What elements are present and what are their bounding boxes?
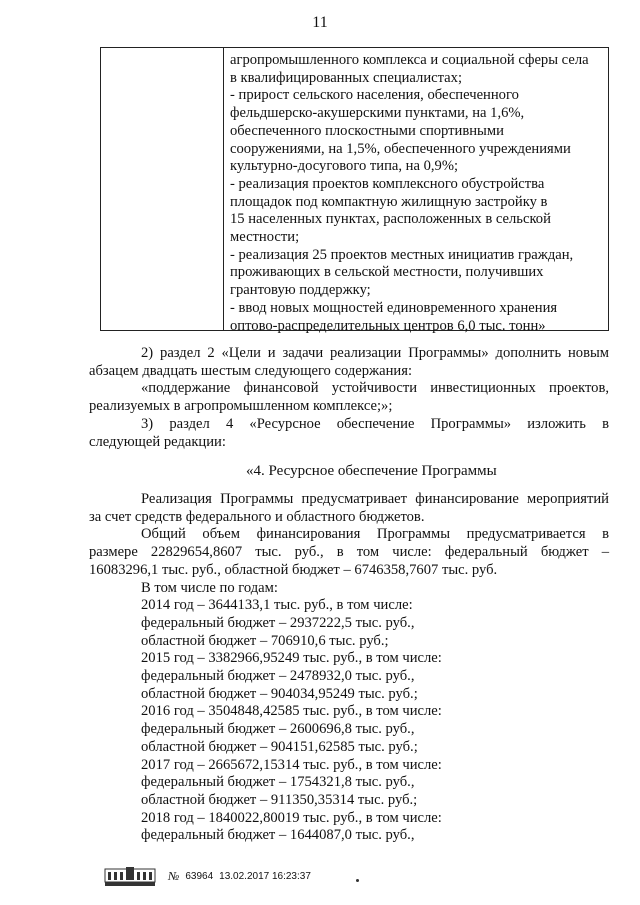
table-line: - реализация 25 проектов местных инициатив граждан, (230, 246, 574, 263)
funding-line: Реализация Программы предусматривает финансирование мероприятий (141, 491, 609, 507)
funding-line: размере 22829654,8607 тыс. руб., в том числе: федеральный бюджет – (89, 544, 609, 561)
document-datetime: 13.02.2017 16:23:37 (219, 870, 311, 882)
government-building-logo-icon (104, 865, 156, 887)
funding-line: областной бюджет – 706910,6 тыс. руб.; (141, 632, 389, 649)
funding-line: федеральный бюджет – 2937222,5 тыс. руб., (141, 614, 415, 631)
funding-line: 2016 год – 3504848,42585 тыс. руб., в том числе: (141, 703, 442, 720)
amendment-line: реализуемых в агропромышленном комплексе;»; (89, 398, 393, 415)
page-number: 11 (312, 14, 328, 31)
scan-dot (356, 879, 359, 882)
table-line: культурно-досугового типа, на 0,9%; (230, 158, 459, 175)
funding-block (89, 491, 609, 845)
funding-line: 2015 год – 3382966,95249 тыс. руб., в том числе: (141, 650, 442, 667)
table-line: в квалифицированных специалистах; (230, 69, 462, 86)
funding-line: 2017 год – 2665672,15314 тыс. руб., в том числе: (141, 756, 442, 773)
table-line: грантовую поддержку; (230, 282, 371, 299)
amendment-line: абзацем двадцать шестым следующего содержания: (89, 362, 413, 379)
funding-line: 16083296,1 тыс. руб., областной бюджет – 6746358,7607 тыс. руб. (89, 561, 498, 578)
table-line: оптово-распределительных центров 6,0 тыс. тонн» (230, 317, 546, 334)
table-line: - ввод новых мощностей единовременного хранения (230, 299, 558, 316)
amendments-block (89, 345, 609, 451)
amendment-line: 2) раздел 2 «Цели и задачи реализации Программы» дополнить новым (141, 345, 609, 361)
document-number: 63964 (185, 870, 214, 882)
table-left-cell (101, 48, 224, 330)
table-right-cell (224, 48, 608, 334)
section-title: «4. Ресурсное обеспечение Программы (246, 463, 497, 479)
table-line: сооружениями, на 1,5%, обеспеченного учреждениями (230, 140, 571, 157)
funding-line: федеральный бюджет – 1644087,0 тыс. руб., (141, 827, 415, 844)
table-line: площадок под компактную жилищную застройку в (230, 193, 548, 210)
funding-line: областной бюджет – 904151,62585 тыс. руб.; (141, 738, 418, 755)
funding-line: Общий объем финансирования Программы предусматривается в (141, 526, 609, 543)
funding-line: за счет средств федерального и областного бюджетов. (89, 508, 425, 525)
table-line: агропромышленного комплекса и социальной сферы села (230, 52, 589, 68)
table-line: проживающих в сельской местности, получивших (230, 264, 544, 281)
table-line: - прирост сельского населения, обеспеченного (230, 87, 519, 104)
funding-line: федеральный бюджет – 2600696,8 тыс. руб., (141, 721, 415, 738)
table-line: - реализация проектов комплексного обустройства (230, 175, 545, 192)
amendment-line: следующей редакции: (89, 433, 226, 450)
funding-line: федеральный бюджет – 1754321,8 тыс. руб., (141, 774, 415, 791)
funding-line: 2018 год – 1840022,80019 тыс. руб., в том числе: (141, 809, 442, 826)
funding-line: федеральный бюджет – 2478932,0 тыс. руб., (141, 668, 415, 685)
table-line: 15 населенных пунктах, расположенных в сельской (230, 211, 551, 228)
table-line: обеспеченного плоскостными спортивными (230, 122, 504, 139)
amendment-line: «поддержание финансовой устойчивости инвестиционных проектов, (141, 380, 609, 397)
number-sign: № (168, 868, 180, 883)
table-line: местности; (230, 229, 300, 246)
program-passport-table (100, 47, 609, 334)
funding-line: областной бюджет – 911350,35314 тыс. руб.; (141, 791, 418, 808)
funding-line: В том числе по годам: (141, 579, 278, 596)
amendment-line: 3) раздел 4 «Ресурсное обеспечение Программы» изложить в (141, 415, 609, 432)
funding-line: 2014 год – 3644133,1 тыс. руб., в том числе: (141, 597, 413, 614)
funding-line: областной бюджет – 904034,95249 тыс. руб.; (141, 685, 418, 702)
table-line: фельдшерско-акушерскими пунктами, на 1,6%, (230, 105, 525, 122)
document-footer (104, 863, 311, 889)
